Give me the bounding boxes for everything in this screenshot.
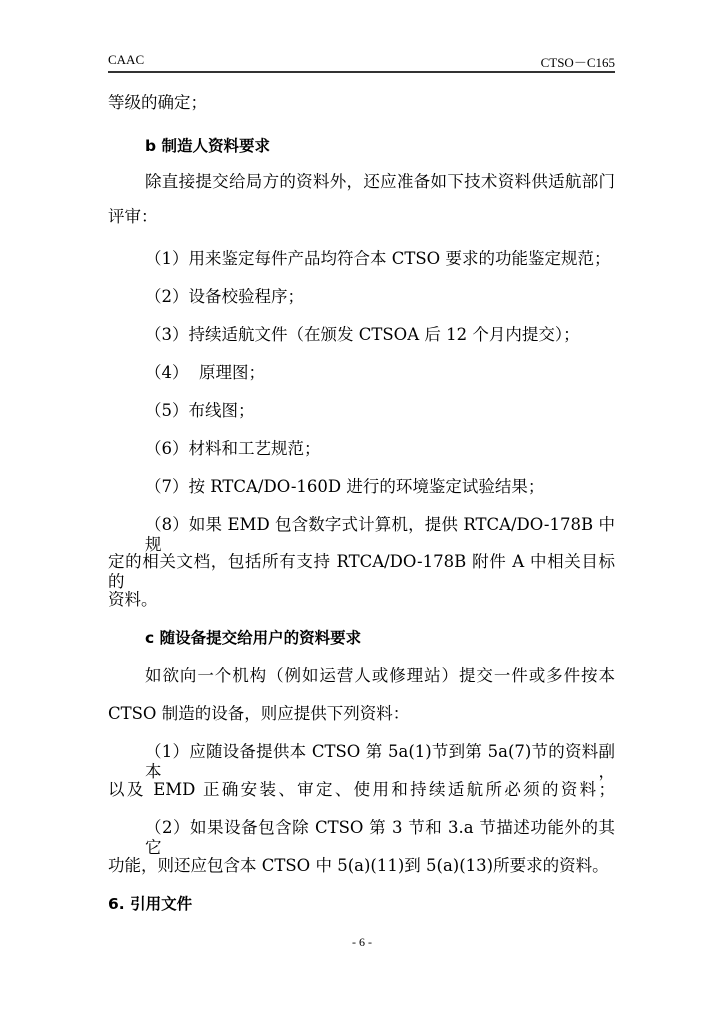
section-heading-c: c 随设备提交给用户的资料要求: [145, 629, 362, 647]
body-line: 功能，则还应包含本 CTSO 中 5(a)(11)到 5(a)(13)所要求的资料。: [108, 856, 609, 875]
body-line: 如欲向一个机构（例如运营人或修理站）提交一件或多件按本: [145, 666, 615, 685]
body-line: 评审：: [108, 207, 158, 226]
list-item: （1）应随设备提供本 CTSO 第 5a(1)节到第 5a(7)节的资料副本，: [145, 742, 615, 781]
body-line: 等级的确定；: [108, 93, 207, 112]
list-item: （5）布线图；: [145, 401, 255, 420]
list-item: （3）持续适航文件（在颁发 CTSOA 后 12 个月内提交）；: [145, 325, 580, 344]
body-line: 除直接提交给局方的资料外，还应准备如下技术资料供适航部门: [145, 172, 615, 191]
page-number: - 6 -: [352, 935, 372, 949]
list-item: （6）材料和工艺规范；: [145, 439, 321, 458]
list-item: （2）如果设备包含除 CTSO 第 3 节和 3.a 节描述功能外的其它: [145, 818, 615, 857]
body-line: 以及 EMD 正确安装、审定、使用和持续适航所必须的资料；: [108, 780, 615, 799]
list-item: （1）用来鉴定每件产品均符合本 CTSO 要求的功能鉴定规范；: [145, 249, 611, 268]
body-line: 资料。: [108, 590, 158, 609]
header-rule: [108, 71, 615, 73]
body-line: 定的相关文档，包括所有支持 RTCA/DO-178B 附件 A 中相关目标的: [108, 552, 615, 591]
section-heading-b: b 制造人资料要求: [145, 137, 270, 155]
header-right: CTSO－C165: [540, 55, 615, 70]
body-line: CTSO 制造的设备，则应提供下列资料：: [108, 704, 410, 723]
list-item: （8）如果 EMD 包含数字式计算机，提供 RTCA/DO-178B 中规: [145, 515, 615, 554]
list-item: （7）按 RTCA/DO-160D 进行的环境鉴定试验结果；: [145, 477, 545, 496]
header-left: CAAC: [108, 52, 145, 67]
section-heading-6: 6. 引用文件: [108, 895, 193, 913]
list-item: （4） 原理图；: [145, 363, 265, 382]
list-item: （2）设备校验程序；: [145, 287, 304, 306]
